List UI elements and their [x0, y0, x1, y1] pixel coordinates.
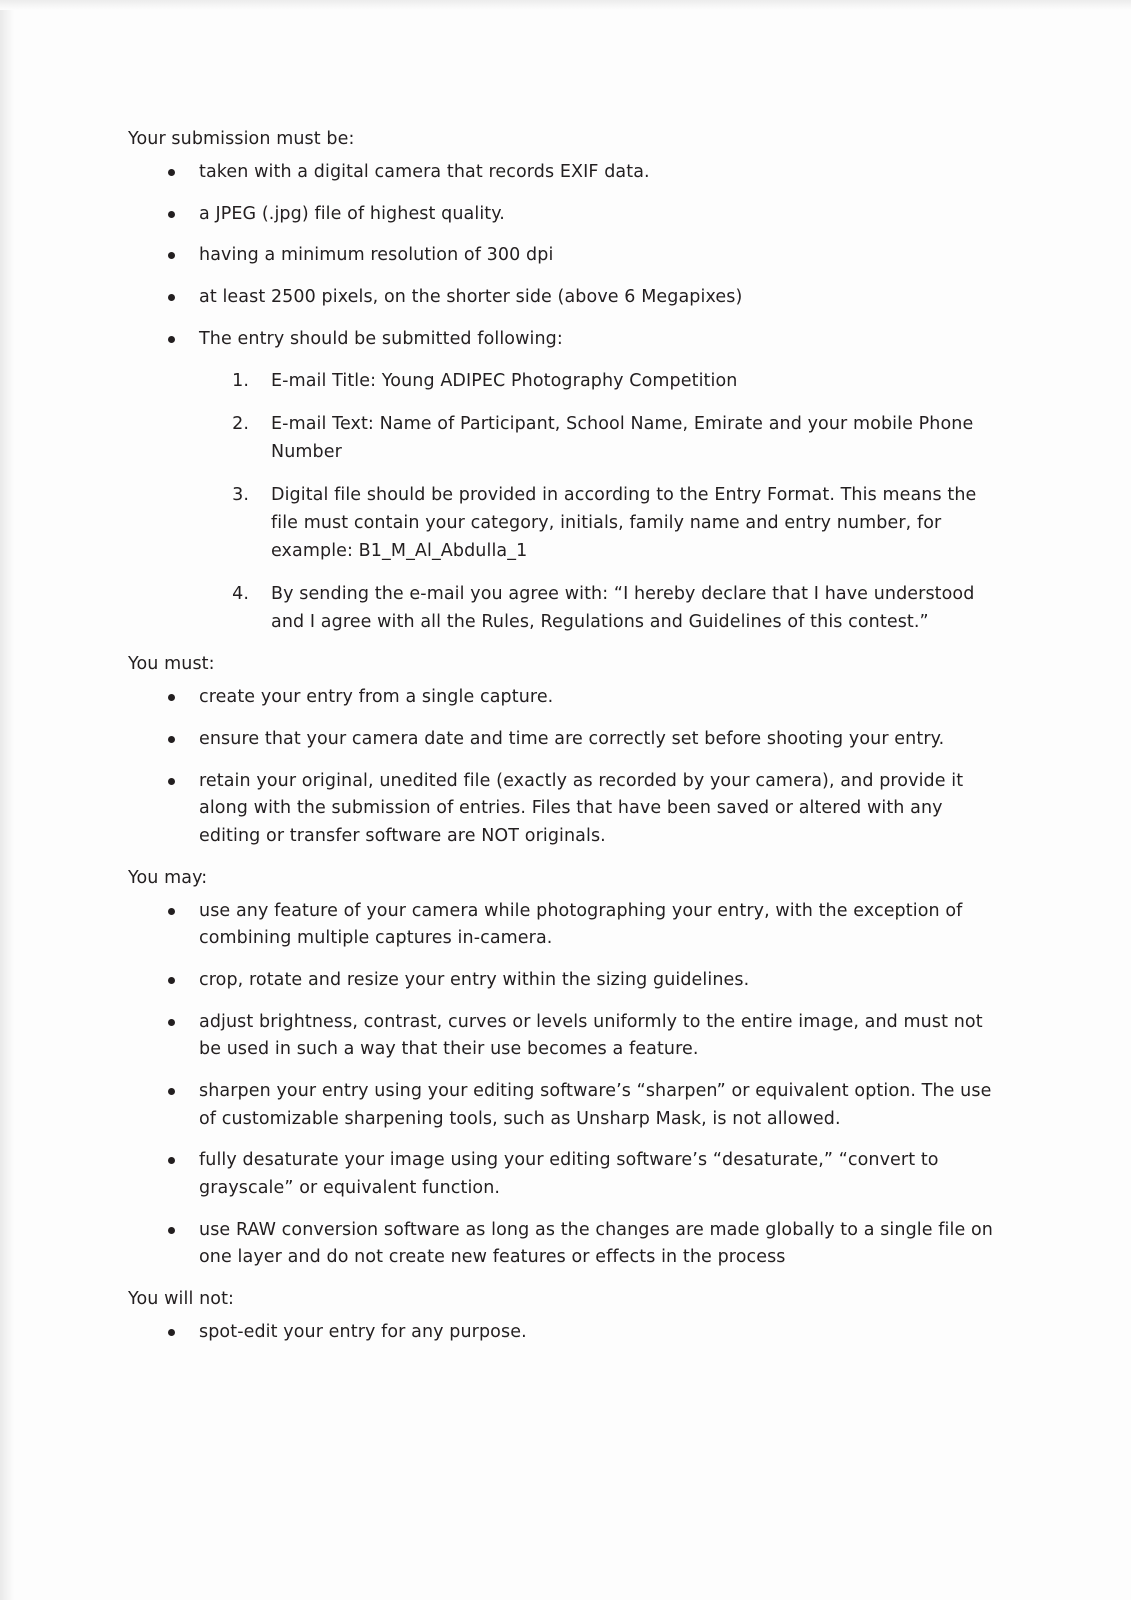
- bullet-dot-icon: [168, 778, 175, 785]
- numbered-item: [199, 367, 998, 395]
- section-heading: Your submission must be:: [128, 129, 355, 149]
- section-heading: You will not:: [128, 1288, 235, 1309]
- bullet-dot-icon: [168, 1019, 175, 1026]
- list-item: [128, 201, 998, 229]
- bullet-dot-icon: [168, 252, 175, 259]
- section-you-may: [128, 865, 998, 1272]
- submission-bullet-list: [128, 159, 998, 636]
- you-will-not-bullet-list: [128, 1319, 998, 1347]
- list-item: [128, 898, 998, 953]
- list-item: [128, 284, 998, 312]
- list-item-text: taken with a digital camera that records EXIF data.: [199, 162, 650, 183]
- bullet-dot-icon: [168, 169, 175, 176]
- list-item: [128, 726, 998, 754]
- list-item-text: fully desaturate your image using your editing software’s “desaturate,” “convert to grayscale” or equivalent function.: [199, 1150, 939, 1198]
- list-item-text: ensure that your camera date and time are correctly set before shooting your entry.: [199, 729, 945, 750]
- numbered-item-marker: 2.: [232, 414, 249, 435]
- list-item: [128, 684, 998, 712]
- bullet-dot-icon: [168, 977, 175, 984]
- section-submission: [128, 126, 998, 636]
- list-item: [128, 967, 998, 995]
- bullet-dot-icon: [168, 1329, 175, 1336]
- bullet-dot-icon: [168, 1088, 175, 1095]
- numbered-item-text: E-mail Text: Name of Participant, School Name, Emirate and your mobile Phone Number: [271, 414, 974, 463]
- list-item-text: at least 2500 pixels, on the shorter side (above 6 Megapixes): [199, 287, 743, 308]
- numbered-item: [199, 410, 998, 466]
- numbered-item-marker: 3.: [232, 485, 249, 506]
- list-item-text: use RAW conversion software as long as the changes are made globally to a single file on one layer and do not create new features or effects in the process: [199, 1219, 993, 1268]
- list-item: [128, 1078, 998, 1133]
- list-item-text: adjust brightness, contrast, curves or levels uniformly to the entire image, and must not be used in such a way that their use becomes a feature.: [199, 1011, 983, 1060]
- list-item-text: having a minimum resolution of 300 dpi: [199, 245, 554, 266]
- you-must-bullet-list: [128, 684, 998, 850]
- list-item-text: The entry should be submitted following:: [199, 328, 563, 349]
- numbered-item: [199, 481, 998, 565]
- document-body: [128, 126, 998, 1361]
- list-item-text: a JPEG (.jpg) file of highest quality.: [199, 203, 505, 224]
- entry-submission-numbered-list: [199, 367, 998, 636]
- list-item-text: sharpen your entry using your editing software’s “sharpen” or equivalent option. The use of customizable sharpening tools, such as Unsharp Mask, is not allowed.: [199, 1080, 992, 1129]
- numbered-item-marker: 1.: [232, 371, 249, 392]
- numbered-item-marker: 4.: [232, 584, 249, 605]
- numbered-item-text: E-mail Title: Young ADIPEC Photography Competition: [271, 371, 738, 392]
- bullet-dot-icon: [168, 211, 175, 218]
- list-item: [128, 1009, 998, 1064]
- list-item: [128, 242, 998, 270]
- numbered-item-text: Digital file should be provided in according to the Entry Format. This means the file must contain your category, initials, family name and entry number, for example: B1_M_Al_Abdulla_1: [271, 485, 977, 562]
- list-item: [128, 1147, 998, 1202]
- section-heading: You may:: [128, 867, 208, 888]
- section-you-must: [128, 651, 998, 850]
- section-heading: You must:: [128, 654, 215, 675]
- list-item-text: retain your original, unedited file (exactly as recorded by your camera), and provide it along with the submission of entries. Files that have been saved or altered with any editing or transfer software are NOT originals.: [199, 770, 964, 847]
- bullet-dot-icon: [168, 1227, 175, 1234]
- bullet-dot-icon: [168, 736, 175, 743]
- list-item: [128, 159, 998, 187]
- list-item-text: create your entry from a single capture.: [199, 687, 554, 708]
- bullet-dot-icon: [168, 1157, 175, 1164]
- section-you-will-not: [128, 1286, 998, 1347]
- list-item: [128, 326, 998, 637]
- bullet-dot-icon: [168, 336, 175, 343]
- bullet-dot-icon: [168, 908, 175, 915]
- list-item: [128, 1319, 998, 1347]
- list-item-text: use any feature of your camera while photographing your entry, with the exception of combining multiple captures in-camera.: [199, 900, 963, 949]
- bullet-dot-icon: [168, 294, 175, 301]
- list-item-text: spot-edit your entry for any purpose.: [199, 1321, 527, 1342]
- bullet-dot-icon: [168, 694, 175, 701]
- list-item: [128, 1217, 998, 1272]
- list-item-text: crop, rotate and resize your entry within the sizing guidelines.: [199, 970, 750, 991]
- you-may-bullet-list: [128, 898, 998, 1272]
- numbered-item: [199, 580, 998, 636]
- list-item: [128, 768, 998, 851]
- numbered-item-text: By sending the e-mail you agree with: “I hereby declare that I have understood and I agree with all the Rules, Regulations and Guidelines of this contest.”: [271, 584, 975, 633]
